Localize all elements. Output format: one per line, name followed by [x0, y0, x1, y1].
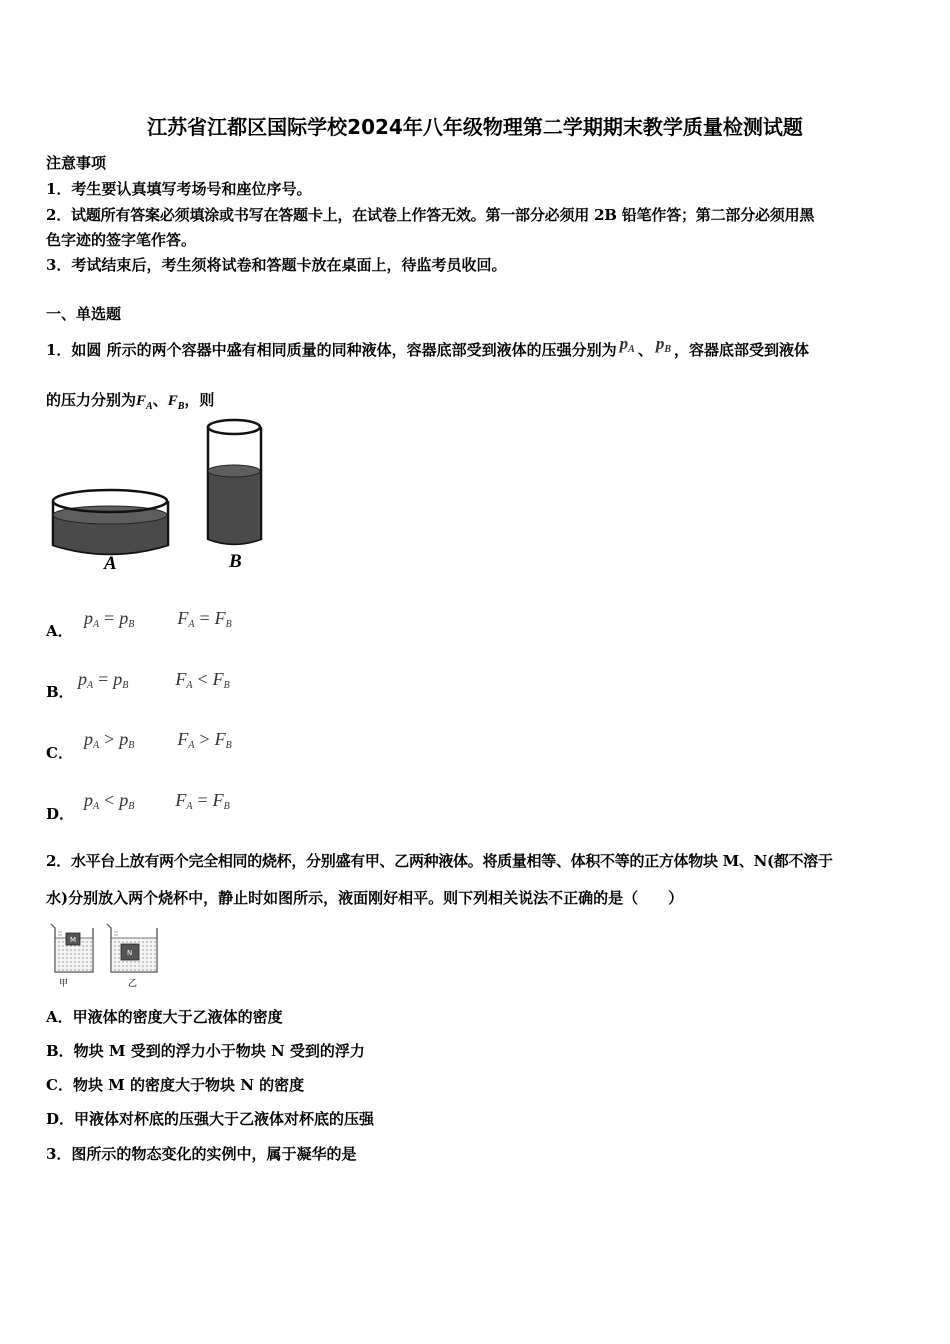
q1-option-a-formula: $p_A = p_B$ $F_A = F_B$ [84, 608, 232, 630]
q2-option-c[interactable]: C．物块 M 的密度大于物块 N 的密度 [46, 1076, 305, 1094]
q3-text-line1: 3．图所示的物态变化的实例中，属于凝华的是 [46, 1145, 357, 1163]
fig-label-b: B [229, 551, 242, 572]
q1-option-d[interactable]: D． [46, 805, 75, 823]
container-b [208, 420, 261, 544]
q2-text-line1: 2．水平台上放有两个完全相同的烧杯，分别盛有甲、乙两种液体。将质量相等、体积不等的正方体物块 M、N(都不溶于 [46, 852, 833, 870]
q1-option-c[interactable]: C． [46, 744, 73, 762]
q2-option-d[interactable]: D．甲液体对杯底的压强大于乙液体对杯底的压强 [46, 1110, 375, 1128]
q1-option-b[interactable]: B． [46, 683, 74, 701]
q1-option-a[interactable]: A． [46, 622, 73, 640]
notice-item-2: 2．试题所有答案必须填涂或书写在答题卡上，在试卷上作答无效。第一部分必须用 2B 铅笔作答；第二部分必须用黑 [46, 206, 815, 224]
container-a [53, 490, 168, 554]
q1-option-b-formula: $p_A = p_B$ $F_A < F_B$ [78, 669, 230, 691]
q1-text-line1: 1．如圆 所示的两个容器中盛有相同质量的同种液体，容器底部受到液体的压强分别为 $p_A$ 、 $p_B$ ，容器底部受到液体 [46, 334, 810, 359]
q1-option-d-formula: $p_A < p_B$ $F_A = F_B$ [84, 790, 230, 812]
q1-option-c-formula: $p_A > p_B$ $F_A > F_B$ [84, 729, 232, 751]
q2-beakers-figure [45, 920, 170, 990]
notice-item-1: 1．考生要认真填写考场号和座位序号。 [46, 180, 312, 198]
q2-option-a[interactable]: A．甲液体的密度大于乙液体的密度 [46, 1008, 283, 1026]
block-n-label: N [127, 949, 133, 957]
notice-item-3: 3．考试结束后，考生须将试卷和答题卡放在桌面上，待监考员收回。 [46, 256, 507, 274]
q1-containers-figure [48, 415, 278, 580]
label-yi: 乙 [128, 979, 138, 989]
fig-label-a: A [104, 553, 117, 574]
q1-text-line2: 的压力分别为$F_A$、$F_B$，则 [46, 391, 215, 412]
label-jia: 甲 [59, 979, 69, 989]
notice-heading: 注意事项 [46, 154, 107, 172]
block-m-label: M [70, 936, 77, 944]
page-title: 江苏省江都区国际学校2024年八年级物理第二学期期末教学质量检测试题 [147, 115, 803, 139]
q2-option-b[interactable]: B．物块 M 受到的浮力小于物块 N 受到的浮力 [46, 1042, 365, 1060]
notice-item-2-cont: 色字迹的签字笔作答。 [46, 231, 197, 249]
beaker-jia [51, 924, 93, 972]
q2-text-line2: 水)分别放入两个烧杯中，静止时如图所示，液面刚好相平。则下列相关说法不正确的是（ ） [46, 889, 684, 907]
section-heading: 一、单选题 [46, 305, 122, 323]
beaker-yi [107, 924, 157, 972]
